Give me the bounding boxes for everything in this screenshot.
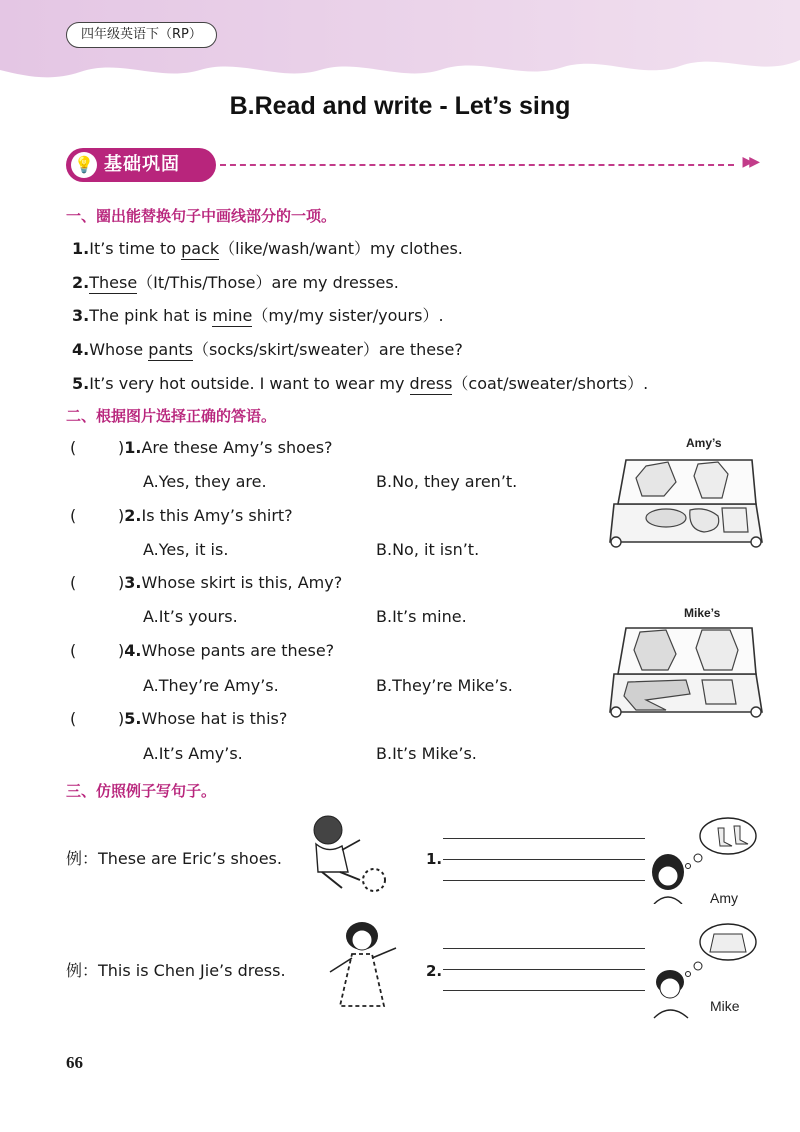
write-item-1-number: 1. [426, 850, 443, 868]
section-divider [220, 164, 734, 166]
part1-heading: 一、圈出能替换句子中画线部分的一项。 [66, 207, 337, 225]
option-b: B.It’s Mike’s. [376, 744, 477, 763]
option-a: A.Yes, they are. [143, 472, 267, 491]
part2-question-5: ( )5.Whose hat is this? [70, 709, 288, 728]
write-line[interactable] [443, 969, 645, 970]
option-b: B.No, it isn’t. [376, 540, 480, 559]
part2-question-1: ( )1.Are these Amy’s shoes? [70, 438, 333, 457]
write-line[interactable] [443, 880, 645, 881]
part1-item-1: 1.It’s time to pack（like/wash/want）my clothes. [72, 239, 463, 258]
option-a: A.It’s Amy’s. [143, 744, 243, 763]
part1-item-5: 5.It’s very hot outside. I want to wear my dress（coat/sweater/shorts）. [72, 374, 649, 393]
option-a: A.They’re Amy’s. [143, 676, 279, 695]
amy-suitcase-illustration [606, 452, 766, 552]
write-line[interactable] [443, 990, 645, 991]
grade-tab: 四年级英语下（RP） [66, 22, 217, 48]
chen-jie-illustration [318, 918, 408, 1018]
section-header [66, 148, 756, 182]
underlined-word: pants [148, 340, 193, 359]
example-1: 例：These are Eric’s shoes. [66, 849, 282, 868]
option-a: A.Yes, it is. [143, 540, 229, 559]
write-line[interactable] [443, 838, 645, 839]
underlined-word: These [89, 273, 138, 292]
underlined-word: dress [409, 374, 453, 393]
amy-caption: Amy’s [686, 436, 722, 450]
section-pill [66, 148, 216, 182]
mike-suitcase-illustration [606, 620, 766, 720]
mike-thought-illustration [648, 920, 760, 1020]
part2-question-2: ( )2.Is this Amy’s shirt? [70, 506, 293, 525]
option-b: B.They’re Mike’s. [376, 676, 513, 695]
part1-item-2: 2.These（It/This/Those）are my dresses. [72, 273, 399, 292]
part3-heading: 三、仿照例子写句子。 [66, 782, 217, 800]
page-number: 66 [66, 1053, 83, 1072]
write-line[interactable] [443, 859, 645, 860]
option-b: B.No, they aren’t. [376, 472, 518, 491]
lightbulb-icon: 💡 [71, 152, 97, 178]
example-2: 例：This is Chen Jie’s dress. [66, 961, 286, 980]
double-arrow-icon: ▶▶ [742, 154, 756, 170]
amy-name-label: Amy [710, 890, 738, 906]
page-title: B.Read and write - Let’s sing [229, 92, 571, 120]
amy-thought-illustration [648, 812, 760, 904]
part1-item-4: 4.Whose pants（socks/skirt/sweater）are these? [72, 340, 463, 359]
write-item-2-number: 2. [426, 962, 443, 980]
write-line[interactable] [443, 948, 645, 949]
underlined-word: mine [212, 306, 253, 325]
part2-question-4: ( )4.Whose pants are these? [70, 641, 335, 660]
mike-caption: Mike’s [684, 606, 721, 620]
mike-name-label: Mike [710, 998, 740, 1014]
option-b: B.It’s mine. [376, 607, 467, 626]
eric-illustration [302, 810, 392, 900]
part1-item-3: 3.The pink hat is mine（my/my sister/yours）. [72, 306, 444, 325]
underlined-word: pack [181, 239, 220, 258]
part2-heading: 二、根据图片选择正确的答语。 [66, 407, 277, 425]
part2-question-3: ( )3.Whose skirt is this, Amy? [70, 573, 343, 592]
option-a: A.It’s yours. [143, 607, 238, 626]
section-label: 基础巩固 [104, 154, 180, 175]
